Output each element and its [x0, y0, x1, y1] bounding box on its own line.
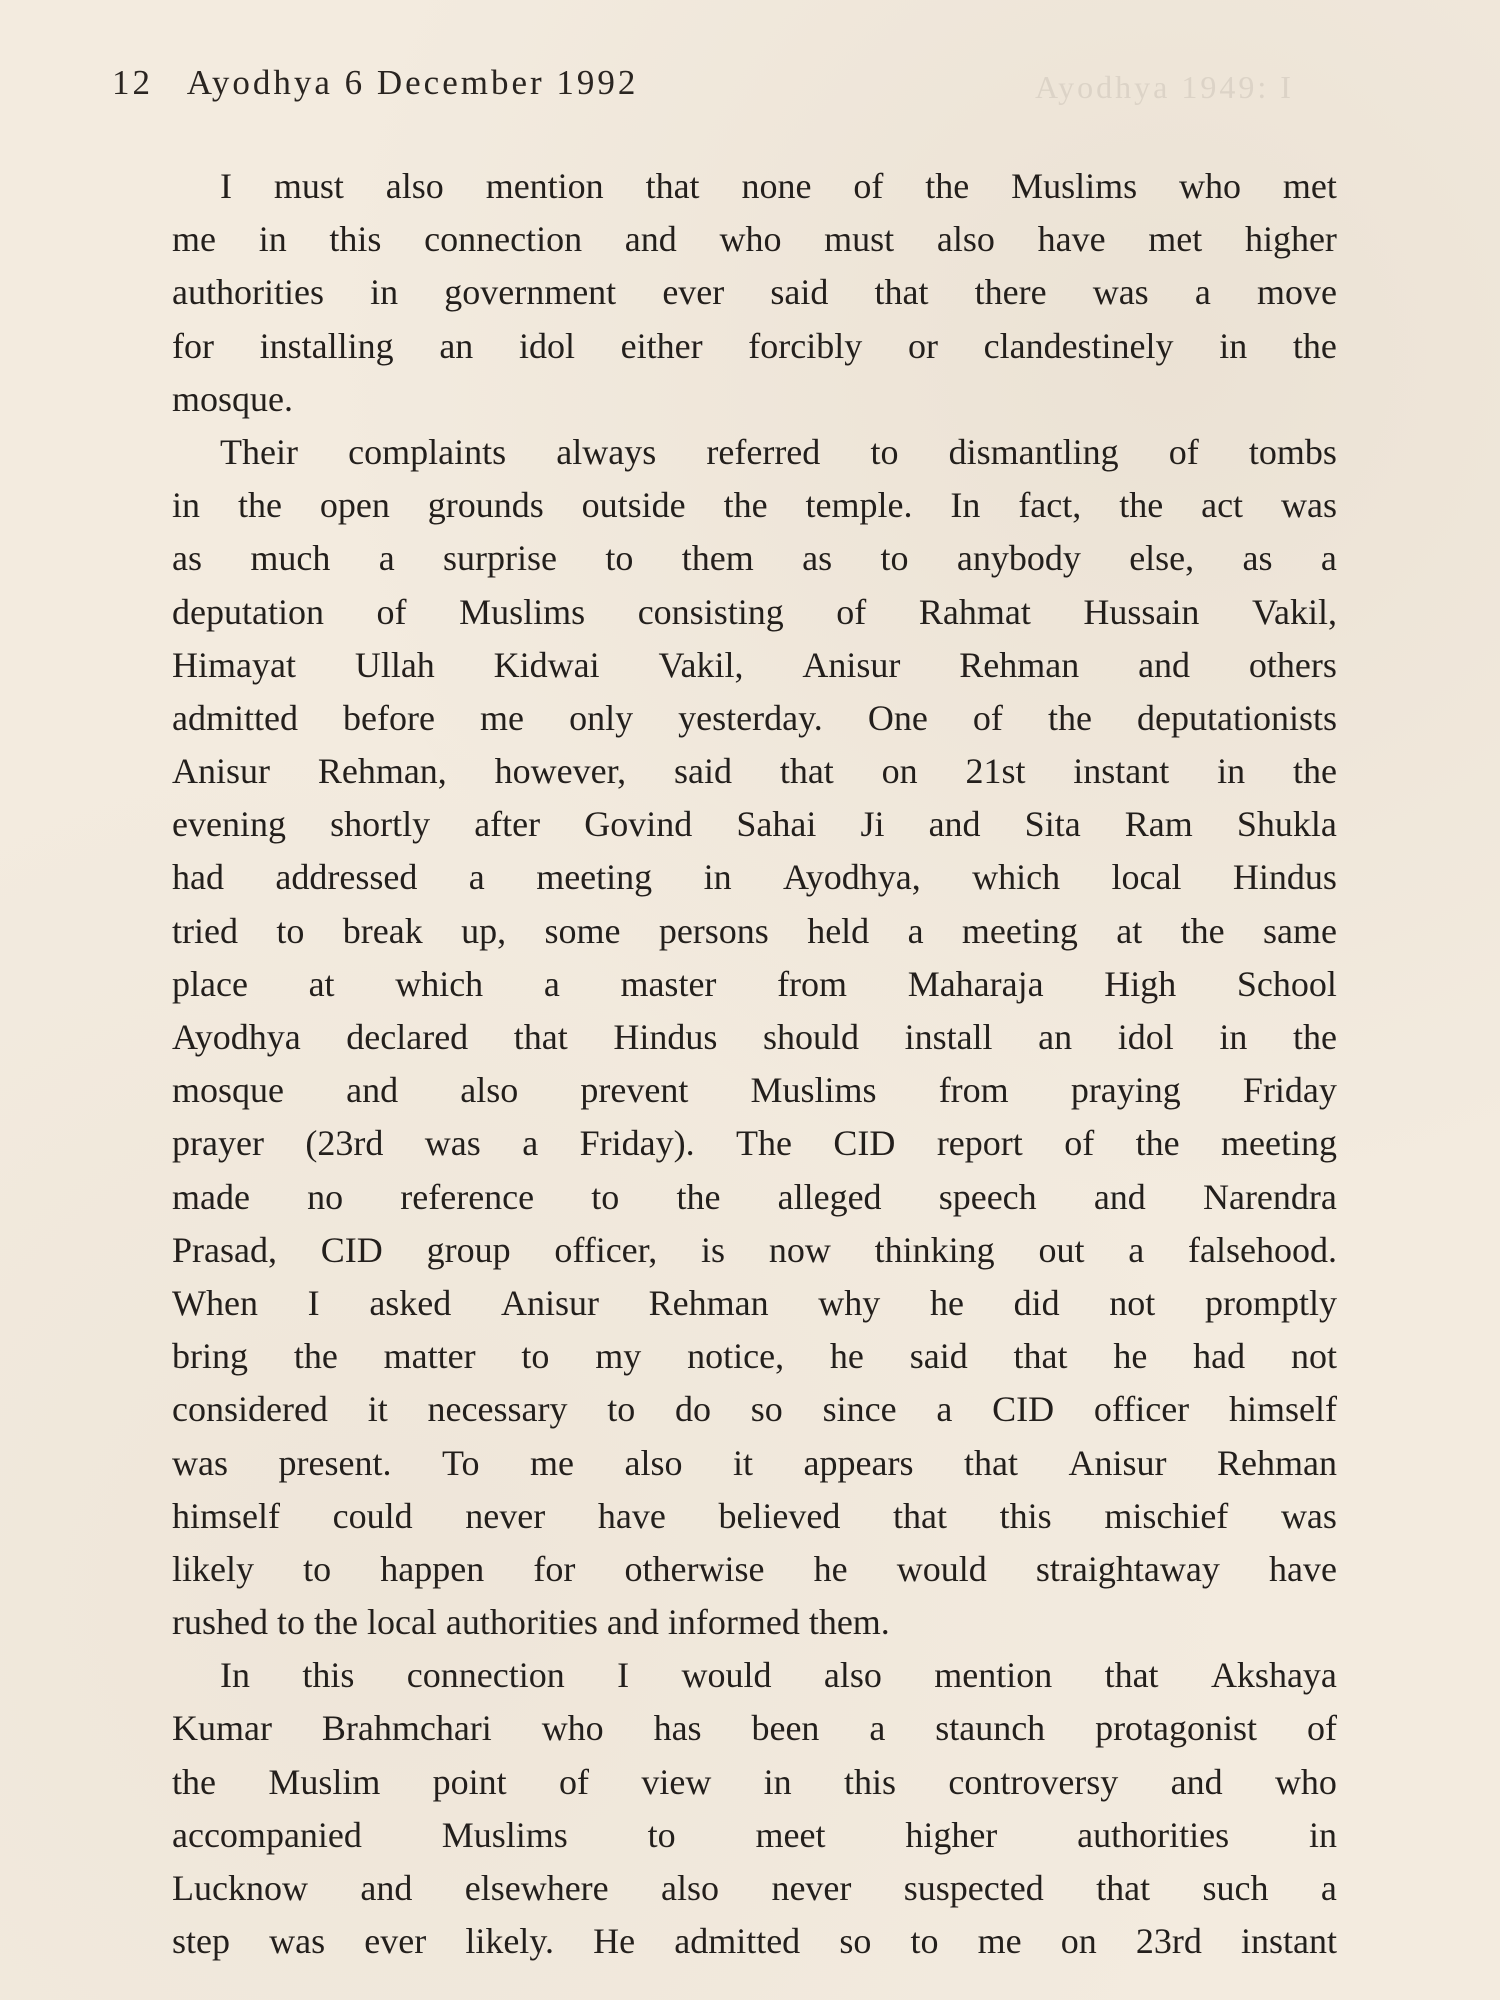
- text-line: I must also mention that none of the Muslims who met: [220, 166, 1337, 206]
- text-line: Their complaints always referred to dismantling of tombs: [220, 431, 1337, 472]
- page-header: [112, 58, 872, 108]
- text-line: Kumar Brahmchari who has been a staunch protagonist of: [172, 1708, 1337, 1749]
- text-line: When I asked Anisur Rehman why he did not promptly: [172, 1282, 1337, 1323]
- text-line: deputation of Muslims consisting of Rahmat Hussain Vakil,: [172, 591, 1337, 632]
- text-line: himself could never have believed that this mischief was: [172, 1495, 1337, 1536]
- text-line: prayer (23rd was a Friday). The CID report of the meeting: [172, 1123, 1337, 1164]
- text-line: made no reference to the alleged speech and Narendra: [172, 1176, 1337, 1217]
- page-number: 12: [112, 63, 153, 102]
- text-line: accompanied Muslims to meet higher authorities in: [172, 1814, 1337, 1855]
- running-title: Ayodhya 6 December 1992: [186, 63, 639, 102]
- text-line: step was ever likely. He admitted so to me on 23rd instant: [172, 1921, 1337, 1962]
- text-line: likely to happen for otherwise he would straightaway have: [172, 1548, 1337, 1589]
- text-line: considered it necessary to do so since a CID officer himself: [172, 1389, 1337, 1430]
- bleed-through-text: Ayodhya 1949: I: [1035, 69, 1294, 105]
- text-line: the Muslim point of view in this controversy and who: [172, 1761, 1337, 1802]
- text-line: evening shortly after Govind Sahai Ji and Sita Ram Shukla: [172, 804, 1337, 845]
- text-line: me in this connection and who must also have met higher: [172, 219, 1337, 260]
- text-line: authorities in government ever said that there was a move: [172, 272, 1337, 313]
- text-line: mosque.: [172, 378, 293, 419]
- text-line: Anisur Rehman, however, said that on 21st instant in the: [172, 751, 1337, 792]
- text-line: rushed to the local authorities and informed them.: [172, 1602, 890, 1643]
- text-line: for installing an idol either forcibly or clandestinely in the: [172, 325, 1337, 366]
- text-line: was present. To me also it appears that Anisur Rehman: [172, 1442, 1337, 1483]
- text-line: admitted before me only yesterday. One of the deputationists: [172, 697, 1337, 738]
- text-line: place at which a master from Maharaja High School: [172, 963, 1337, 1004]
- text-line: Prasad, CID group officer, is now thinking out a falsehood.: [172, 1229, 1337, 1270]
- body-text: [172, 160, 1337, 1968]
- text-line: Lucknow and elsewhere also never suspected that such a: [172, 1868, 1337, 1908]
- text-line: tried to break up, some persons held a meeting at the same: [172, 910, 1337, 951]
- text-line: had addressed a meeting in Ayodhya, which local Hindus: [172, 857, 1337, 898]
- text-line: Ayodhya declared that Hindus should install an idol in the: [172, 1017, 1337, 1057]
- text-line: bring the matter to my notice, he said that he had not: [172, 1336, 1337, 1377]
- text-line: mosque and also prevent Muslims from praying Friday: [172, 1070, 1337, 1111]
- text-line: as much a surprise to them as to anybody else, as a: [172, 538, 1337, 579]
- text-line: Himayat Ullah Kidwai Vakil, Anisur Rehman and others: [172, 644, 1337, 685]
- text-line: In this connection I would also mention that Akshaya: [220, 1655, 1337, 1696]
- text-line: in the open grounds outside the temple. In fact, the act was: [172, 485, 1337, 526]
